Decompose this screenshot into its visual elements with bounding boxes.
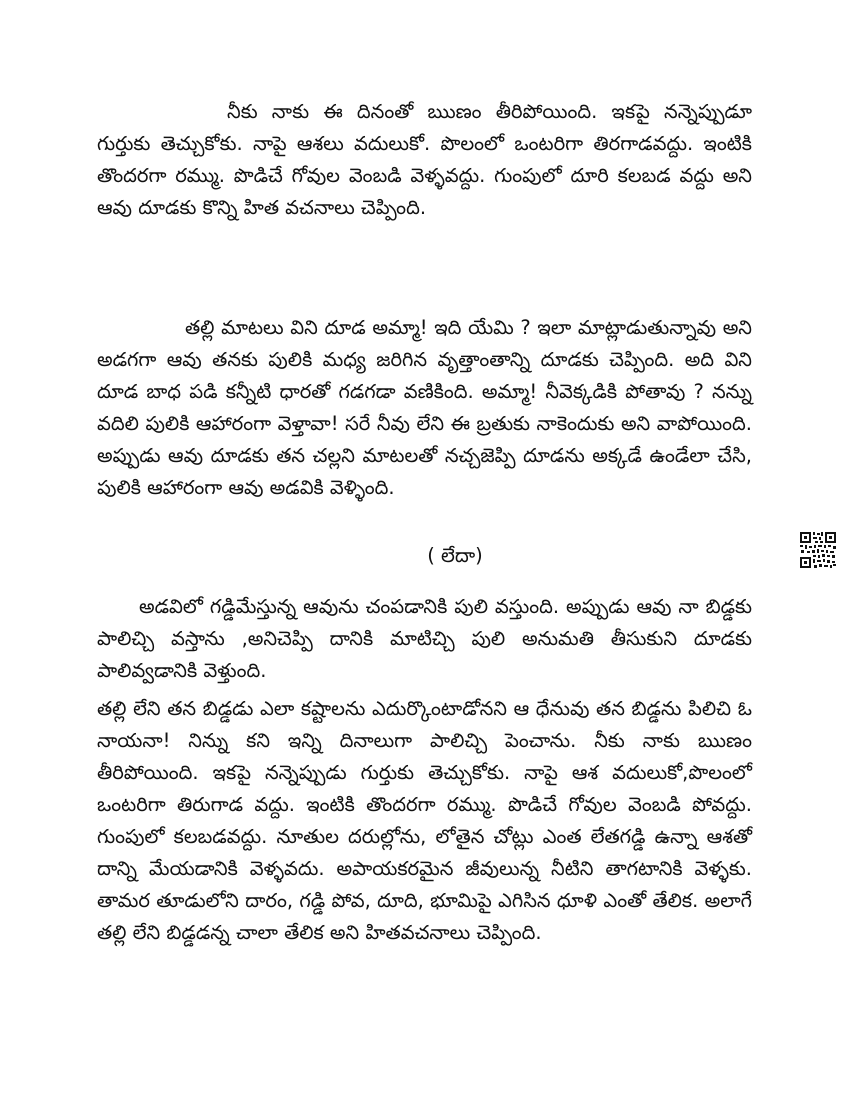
paragraph-2: తల్లి మాటలు విని దూడ అమ్మా! ఇది యేమి ? ఇలా మాట్లాడుతున్నావు అని అడగగా ఆవు తనకు పులికి మధ్య జరిగిన వృత్తాంతాన్ని దూడకు చెప్పింది. అది విని దూడ బాధ పడి కన్నీటి ధారతో గడగడా వణికింది. అమ్మా! నీవెక్కడికి పోతావు ? నన్ను వదిలి పులికి ఆహారంగా వెళ్తావా! సరే నీవు లేని ఈ బ్రతుకు నాకెందుకు అని వాపోయింది. అప్పుడు ఆవు దూడకు తన చల్లని మాటలతో నచ్చజెప్పి దూడను అక్కడే ఉండేలా చేసి, పులికి ఆహారంగా ఆవు అడవికి వెళ్ళింది. <box>97 316 752 499</box>
alternative-marker <box>0 540 850 572</box>
paragraph-4: తల్లి లేని తన బిడ్డడు ఎలా కష్టాలను ఎదుర్కొంటాడోనని ఆ ధేనువు తన బిడ్డను పిలిచి ఓ నాయనా! నిన్ను కని ఇన్ని దినాలుగా పాలిచ్చి పెంచాను. నీకు నాకు ఋణం తీరిపోయింది. ఇకపై నన్నెప్పుడు గుర్తుకు తెచ్చుకోకు. నాపై ఆశ వదులుకో,పొలంలో ఒంటరిగా తిరుగాడ వద్దు. ఇంటికి తొందరగా రమ్ము. పొడిచే గోవుల వెంబడి పోవద్దు. గుంపులో కలబడవద్దు. నూతుల దరుల్లోను, లోతైన చోట్లు ఎంత లేతగడ్డి ఉన్నా ఆశతో దాన్ని మేయడానికి వెళ్ళవదు. అపాయకరమైన జీవులున్న నీటిని తాగటానికి వెళ్ళకు. తామర తూడులోని దారం, గడ్డి పోవ, దూది, భూమిపై ఎగిసిన ధూళి ఎంతో తేలిక. అలాగే తల్లి లేని బిడ్డడన్న చాలా తేలిక అని హితవచనాలు చెప్పింది. <box>97 697 752 944</box>
paragraph-1: నీకు నాకు ఈ దినంతో ఋణం తీరిపోయింది. ఇకపై నన్నెప్పుడూ గుర్తుకు తెచ్చుకోకు. నాపై ఆశలు వదులుకో. పొలంలో ఒంటరిగా తిరగాడవద్దు. ఇంటికి తొందరగా రమ్ము. పొడిచే గోవుల వెంబడి వెళ్ళవద్దు. గుంపులో దూరి కలబడ వద్దు అని ఆవు దూడకు కొన్ని హిత వచనాలు చెప్పింది. <box>97 100 752 219</box>
paragraph-3: అడవిలో గడ్డిమేస్తున్న ఆవును చంపడానికి పులి వస్తుంది. అప్పుడు ఆవు నా బిడ్డకు పాలిచ్చి వస్తాను ,అనిచెప్పి దానికి మాటిచ్చి పులి అనుమతి తీసుకుని దూడకు పాలివ్వడానికి వెళ్తుంది. <box>97 595 752 682</box>
qr-code-icon <box>799 531 837 569</box>
alternative-marker-text: ( లేదా) <box>427 544 483 567</box>
